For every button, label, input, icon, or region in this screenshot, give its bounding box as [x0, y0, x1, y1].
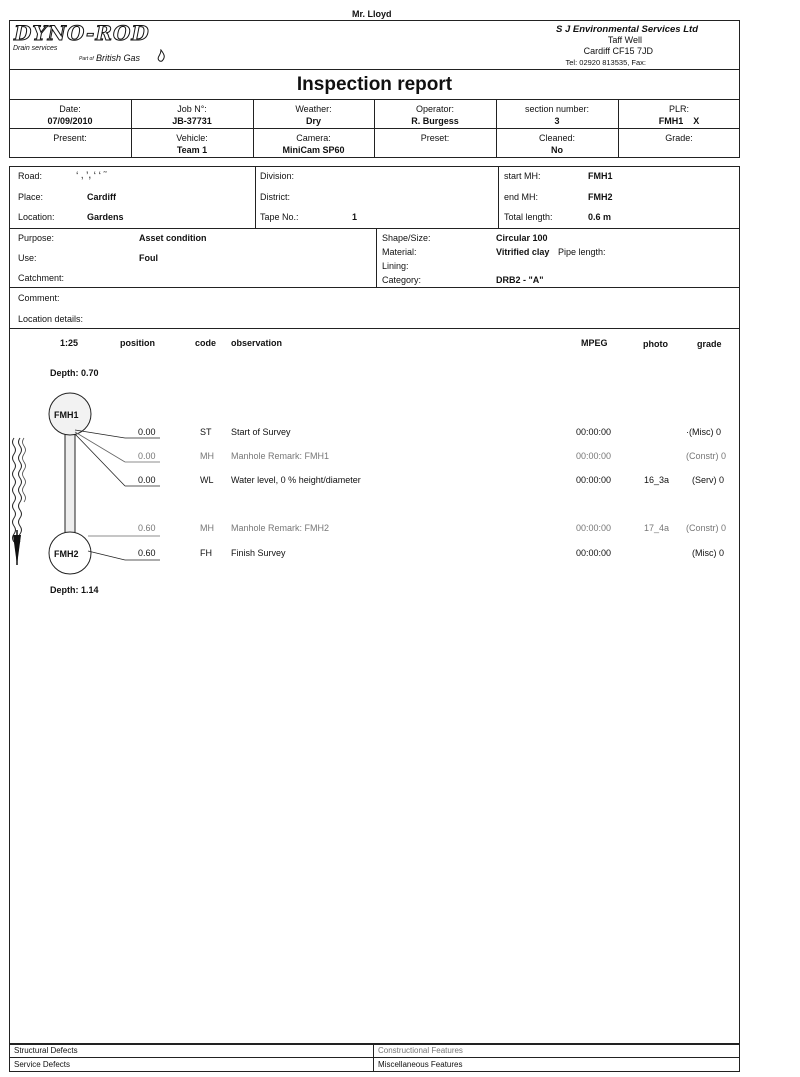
company-name: S J Environmental Services Ltd [555, 24, 698, 35]
obs-position: 0.60 [138, 523, 156, 533]
header-photo: photo [643, 339, 668, 349]
observation-row [0, 475, 740, 487]
obs-code: WL [200, 475, 214, 485]
plr-cell [618, 103, 740, 127]
start-mh-label: start MH: [504, 171, 541, 181]
obs-position: 0.00 [138, 475, 156, 485]
header-position: position [120, 338, 155, 348]
obs-code: MH [200, 523, 214, 533]
top-name: Mr. Lloyd [352, 9, 392, 19]
operator-cell [374, 103, 496, 127]
obs-code: FH [200, 548, 212, 558]
obs-code: MH [200, 451, 214, 461]
obs-photo: 16_3a [644, 475, 670, 485]
date-label: Date: [59, 104, 81, 114]
observation-row [0, 451, 740, 463]
footer-legend [9, 1044, 740, 1072]
header-mpeg: MPEG [581, 338, 608, 348]
present-label: Present: [53, 133, 87, 143]
footer-constructional: Constructional Features [378, 1046, 463, 1055]
footer-service: Service Defects [14, 1060, 71, 1069]
plr-label: PLR: [668, 104, 689, 114]
obs-photo: 17_4a [644, 523, 670, 533]
category-label: Category: [382, 275, 422, 285]
logo-tagline: Drain services [13, 45, 58, 52]
obs-grade: (Serv) 0 [692, 475, 725, 485]
lining-label: Lining: [382, 261, 409, 271]
use-value: Foul [139, 253, 158, 263]
road-label: Road: [18, 171, 43, 181]
job-cell [131, 103, 253, 127]
logo [11, 22, 181, 68]
tape-label: Tape No.: [260, 212, 299, 222]
end-mh-value: FMH2 [588, 192, 613, 202]
observation-row [0, 427, 740, 439]
logo-part-of: Part of [79, 56, 94, 62]
obs-grade: ·(Misc) 0 [686, 427, 721, 437]
obs-text: Manhole Remark: FMH2 [231, 523, 330, 533]
obs-grade: (Constr) 0 [686, 451, 727, 461]
section-label: section number: [524, 104, 590, 114]
grade-label: Grade: [665, 133, 693, 143]
observation-row [0, 548, 740, 560]
logo-parent: British Gas [96, 53, 141, 63]
section-cell [496, 103, 618, 127]
camera-label: Camera: [296, 133, 331, 143]
start-mh-value: FMH1 [588, 171, 613, 181]
depth-bottom: Depth: 1.14 [50, 585, 99, 595]
weather-cell [253, 103, 374, 127]
obs-position: 0.00 [138, 451, 156, 461]
material-label: Material: [382, 247, 417, 257]
present-cell [9, 132, 131, 144]
shape-value: Circular 100 [496, 233, 548, 243]
date-value: 07/09/2010 [47, 116, 93, 126]
road-value: ‘ ‚ ’, ‘ ‘ ˜ [76, 170, 107, 180]
camera-cell [253, 132, 374, 156]
manhole-top-label: FMH1 [54, 410, 79, 420]
cleaned-value: No [551, 145, 563, 155]
location-details-label: Location details: [18, 314, 84, 324]
material-value: Vitrified clay [496, 247, 550, 257]
logo-brand: DYNO-ROD [14, 21, 150, 45]
footer-misc: Miscellaneous Features [378, 1060, 463, 1069]
location-value: Gardens [87, 212, 124, 222]
catchment-label: Catchment: [18, 273, 65, 283]
flame-icon [154, 49, 168, 63]
preset-cell [374, 132, 496, 144]
header-grade: grade [697, 339, 722, 349]
weather-value: Dry [305, 116, 321, 126]
job-label: Job N°: [177, 104, 207, 114]
purpose-value: Asset condition [139, 233, 207, 243]
pipe-length-label: Pipe length: [558, 247, 606, 257]
company-line3: Tel: 02920 813535, Fax: [565, 58, 646, 67]
cleaned-cell [496, 132, 618, 156]
depth-top: Depth: 0.70 [50, 368, 99, 378]
obs-text: Manhole Remark: FMH1 [231, 451, 330, 461]
total-length-label: Total length: [504, 212, 553, 222]
obs-text: Water level, 0 % height/diameter [231, 475, 361, 485]
vehicle-label: Vehicle: [176, 133, 208, 143]
preset-label: Preset: [420, 133, 450, 143]
company-line2: Cardiff CF15 7JD [583, 46, 653, 56]
obs-position: 0.00 [138, 427, 156, 437]
plr-value: FMH1 X [658, 116, 700, 126]
obs-mpeg: 00:00:00 [576, 427, 612, 437]
place-label: Place: [18, 192, 44, 202]
header-scale: 1:25 [60, 338, 79, 348]
obs-mpeg: 00:00:00 [576, 523, 612, 533]
purpose-label: Purpose: [18, 233, 55, 243]
shape-label: Shape/Size: [382, 233, 431, 243]
place-value: Cardiff [87, 192, 116, 202]
obs-grade: (Misc) 0 [692, 548, 724, 558]
job-value: JB-37731 [172, 116, 212, 126]
category-value: DRB2 - "A" [496, 275, 544, 285]
header-observation: observation [231, 338, 283, 348]
grade-cell [618, 132, 740, 144]
obs-grade: (Constr) 0 [686, 523, 727, 533]
purpose-frame [9, 228, 740, 288]
cleaned-label: Cleaned: [538, 133, 576, 143]
obs-mpeg: 00:00:00 [576, 475, 612, 485]
company-line1: Taff Well [607, 35, 642, 45]
obs-text: Finish Survey [231, 548, 286, 558]
operator-label: Operator: [415, 104, 455, 114]
total-length-value: 0.6 m [588, 212, 612, 222]
weather-label: Weather: [295, 104, 332, 114]
location-label: Location: [18, 212, 55, 222]
operator-value: R. Burgess [411, 116, 459, 126]
division-label: Division: [260, 171, 295, 181]
obs-position: 0.60 [138, 548, 156, 558]
company-block [398, 24, 698, 68]
camera-value: MiniCam SP60 [282, 145, 345, 155]
header-code: code [195, 338, 217, 348]
vehicle-cell [131, 132, 253, 156]
comment-label: Comment: [18, 293, 60, 303]
obs-mpeg: 00:00:00 [576, 548, 612, 558]
use-label: Use: [18, 253, 37, 263]
manhole-bottom-label: FMH2 [54, 549, 79, 559]
vehicle-value: Team 1 [176, 145, 208, 155]
report-title: Inspection report [296, 74, 453, 95]
section-value: 3 [554, 116, 560, 126]
end-mh-label: end MH: [504, 192, 539, 202]
obs-text: Start of Survey [231, 427, 291, 437]
tape-value: 1 [352, 212, 358, 222]
district-label: District: [260, 192, 290, 202]
comment-frame [9, 287, 740, 329]
footer-structural: Structural Defects [14, 1046, 78, 1055]
obs-code: ST [200, 427, 212, 437]
observation-row [0, 523, 740, 535]
obs-mpeg: 00:00:00 [576, 451, 612, 461]
date-cell [9, 103, 131, 127]
